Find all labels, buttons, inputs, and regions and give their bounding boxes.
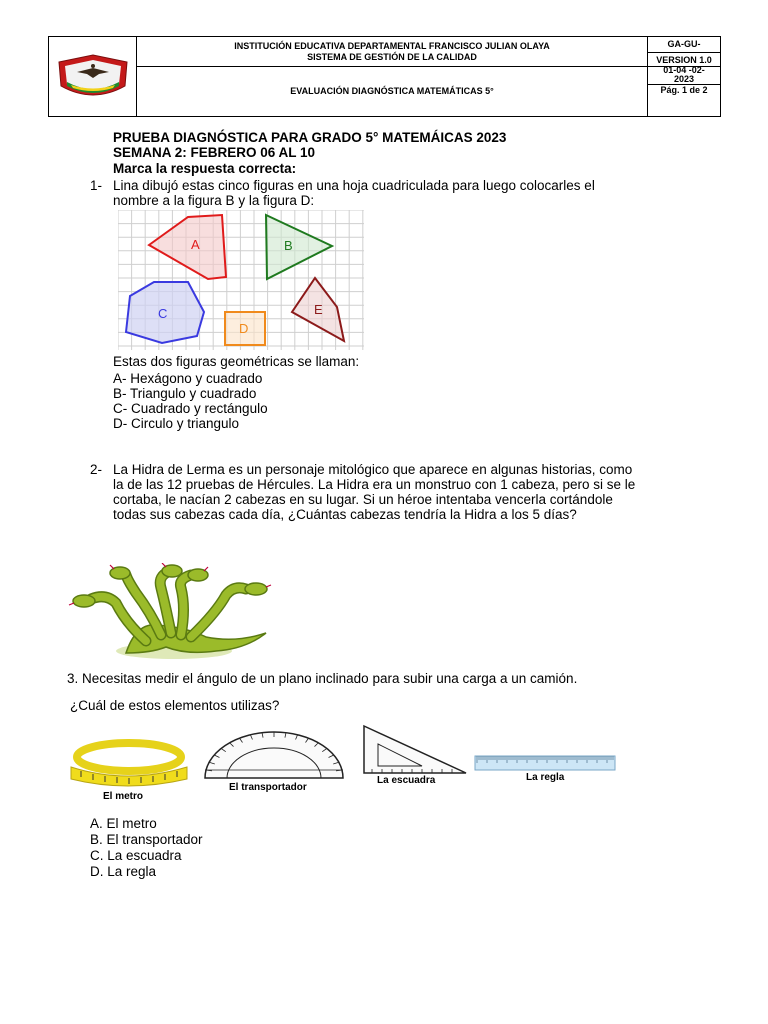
figure-b-label: B <box>284 238 293 253</box>
q1-option-b[interactable]: B- Triangulo y cuadrado <box>113 386 257 401</box>
evaluation-title: EVALUACIÓN DIAGNÓSTICA MATEMÁTICAS 5° <box>290 86 494 96</box>
q2-text-line2: la de las 12 pruebas de Hércules. La Hidra era un monstruo con 1 cabeza, pero si se le <box>113 477 636 492</box>
q3-option-a[interactable]: A. El metro <box>90 816 157 831</box>
figure-e-quadrilateral <box>292 278 344 341</box>
hydra-illustration <box>66 563 280 661</box>
figure-e-label: E <box>314 302 323 317</box>
institution-name: INSTITUCIÓN EDUCATIVA DEPARTAMENTAL FRANCISCO JULIAN OLAYA <box>234 40 550 51</box>
q2-text-line1: La Hidra de Lerma es un personaje mitológico que aparece en algunas historias, como <box>113 462 633 477</box>
figure-c-heptagon <box>126 282 204 343</box>
q3-option-c[interactable]: C. La escuadra <box>90 848 182 863</box>
page-number: Pág. 1 de 2 <box>660 84 708 95</box>
q1-number: 1- <box>90 178 103 193</box>
q1-text-line1: Lina dibujó estas cinco figuras en una hoja cuadriculada para luego colocarles el <box>113 178 595 193</box>
q2-number: 2- <box>90 462 103 477</box>
document-date-line1: 01-04 -02- <box>663 65 705 75</box>
caption-ruler: La regla <box>526 772 565 783</box>
week-label: SEMANA 2: FEBRERO 06 AL 10 <box>113 145 316 160</box>
figure-d-square <box>225 312 265 345</box>
caption-tape-measure: El metro <box>103 791 144 802</box>
figure-d-label: D <box>239 321 249 336</box>
set-square-image <box>362 724 468 776</box>
q1-option-c[interactable]: C- Cuadrado y rectángulo <box>113 401 268 416</box>
q1-text-line2: nombre a la figura B y la figura D: <box>113 193 315 208</box>
school-logo <box>49 37 136 116</box>
figure-c-label: C <box>158 306 168 321</box>
document-header <box>48 36 721 117</box>
ruler-image <box>474 755 616 771</box>
caption-protractor: El transportador <box>229 782 307 793</box>
q1-prompt: Estas dos figuras geométricas se llaman: <box>113 354 360 369</box>
figure-a-pentagon <box>149 215 226 279</box>
q2-text-line4: todas sus cabezas cada día, ¿Cuántas cabezas tendría la Hidra a los 5 días? <box>113 507 577 522</box>
q3-text: 3. Necesitas medir el ángulo de un plano inclinado para subir una carga a un camión. <box>67 671 578 686</box>
quality-system-name: SISTEMA DE GESTIÓN DE LA CALIDAD <box>307 51 477 62</box>
instructions: Marca la respuesta correcta: <box>113 161 297 176</box>
q3-option-d[interactable]: D. La regla <box>90 864 157 879</box>
shapes-grid-figure <box>118 210 364 350</box>
q3-option-b[interactable]: B. El transportador <box>90 832 203 847</box>
document-code: GA-GU- <box>667 39 701 49</box>
test-title: PRUEBA DIAGNÓSTICA PARA GRADO 5° MATEMÁICAS 2023 <box>113 130 507 145</box>
protractor-image <box>203 730 345 780</box>
q1-option-a[interactable]: A- Hexágono y cuadrado <box>113 371 263 386</box>
tape-measure-image <box>67 737 191 791</box>
caption-set-square: La escuadra <box>377 775 436 786</box>
figure-a-label: A <box>191 237 200 252</box>
q2-text-line3: cortaba, le nacían 2 cabezas en su lugar. Si un héroe intentaba vencerla cortándole <box>113 492 613 507</box>
q3-question: ¿Cuál de estos elementos utilizas? <box>70 698 280 713</box>
document-date-line2: 2023 <box>673 74 695 84</box>
q1-option-d[interactable]: D- Circulo y triangulo <box>113 416 240 431</box>
document-version: VERSION 1.0 <box>656 54 712 65</box>
